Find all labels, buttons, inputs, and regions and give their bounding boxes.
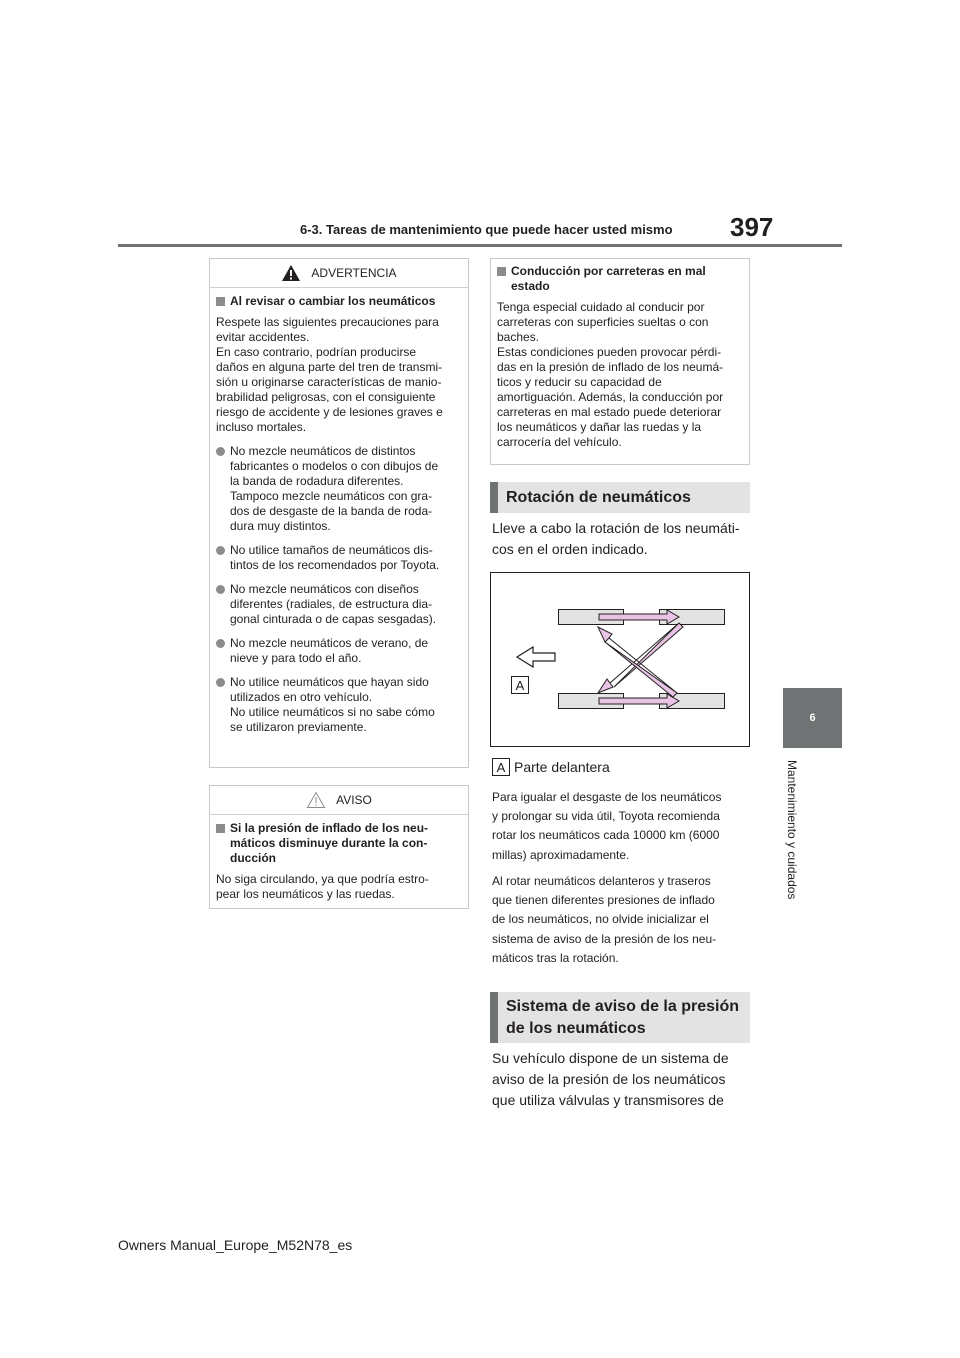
rotation-intro: Lleve a cabo la rotación de los neumáti- cos en el orden indicado. (492, 520, 740, 557)
rotation-heading: Rotación de neumáticos (490, 482, 750, 513)
warning-triangle-icon (281, 264, 301, 282)
road-subheading: Conducción por carreteras en mal estado (497, 264, 743, 294)
round-bullet-icon (216, 678, 225, 687)
round-bullet-icon (216, 639, 225, 648)
section-title: 6-3. Tareas de mantenimiento que puede hacer usted mismo (300, 222, 673, 237)
chapter-label (785, 760, 801, 920)
square-bullet-icon (216, 824, 225, 833)
road-text: Tenga especial cuidado al conducir por carreteras con superficies sueltas o con baches. Estas condiciones pueden provocar pérdi- das en la presión de inflado de los neumá- ticos y reducir su capacidad de amortiguación. Además, la conducción por carreteras en mal estado puede deteriorar los neumáticos y dañar las ruedas y la carrocería del vehículo. (497, 300, 724, 449)
chapter-tab-number: 6 (809, 712, 816, 724)
warning-heading: ADVERTENCIA (311, 266, 397, 280)
warning-bullet: No mezcle neumáticos de verano, de nieve y para todo el año. (216, 636, 462, 666)
notice-box (209, 785, 469, 909)
chapter-label-text: Mantenimiento y cuidados (785, 760, 799, 900)
tpws-text: Su vehículo dispone de un sistema de aviso de la presión de los neumáticos que utiliza válvulas y transmisores de (492, 1050, 729, 1108)
tire-rotation-diagram (490, 572, 750, 747)
rotation-note-2: Al rotar neumáticos delanteros y traseros que tienen diferentes presiones de inflado de los neumáticos, no olvide inicializar el sistema de aviso de la presión de los neu- máticos tras la rotación. (492, 874, 717, 965)
notice-subheading: Si la presión de inflado de los neu- máticos disminuye durante la con- ducción (216, 821, 462, 866)
warning-header (210, 259, 468, 288)
warning-intro: Respete las siguientes precauciones para evitar accidentes. En caso contrario, podrían producirse daños en alguna parte del tren de transmi- sión u originarse características de manio- brabilidad peligrosas, con el consiguiente riesgo de accidente y de lesiones graves e incluso mortales. (216, 315, 443, 434)
square-bullet-icon (216, 297, 225, 306)
arrow-front-straight (599, 610, 679, 624)
rotation-arrows (491, 573, 749, 746)
rotation-note-1: Para igualar el desgaste de los neumáticos y prolongar su vida útil, Toyota recomienda rotar los neumáticos cada 10000 km (6000 millas) aproximadamente. (492, 790, 722, 862)
notice-text: No siga circulando, ya que podría estro- pear los neumáticos y las ruedas. (216, 872, 429, 901)
notice-header (210, 786, 468, 815)
page-number: 397 (730, 212, 774, 242)
legend-text: Parte delantera (514, 759, 610, 775)
warning-bullet: No mezcle neumáticos de distintos fabricantes o modelos o con dibujos de la banda de rodadura diferentes. Tampoco mezcle neumáticos con gra- dos de desgaste de la banda de roda- dura muy distintos. (216, 444, 462, 534)
diagram-legend (492, 758, 610, 776)
warning-bullet: No utilice tamaños de neumáticos dis- tintos de los recomendados por Toyota. (216, 543, 462, 573)
warning-box (209, 258, 469, 768)
diagram-label-a: A (511, 676, 529, 694)
notice-heading: AVISO (336, 793, 372, 807)
arrow-rear-straight (599, 694, 679, 708)
caution-outline-icon (306, 791, 326, 809)
round-bullet-icon (216, 546, 225, 555)
road-conditions-box (490, 258, 750, 465)
tpws-heading: Sistema de aviso de la presión de los neumáticos (490, 992, 750, 1043)
legend-label-a: A (492, 758, 510, 776)
chapter-tab (783, 688, 842, 748)
round-bullet-icon (216, 585, 225, 594)
warning-bullet: No mezcle neumáticos con diseños diferentes (radiales, de estructura dia- gonal cinturada o de capas sesgadas). (216, 582, 462, 627)
document-name: Owners Manual_Europe_M52N78_es (118, 1237, 353, 1253)
square-bullet-icon (497, 267, 506, 276)
warning-subheading: Al revisar o cambiar los neumáticos (216, 294, 462, 309)
round-bullet-icon (216, 447, 225, 456)
warning-bullet: No utilice neumáticos que hayan sido utilizados en otro vehículo. No utilice neumáticos si no sabe cómo se utilizaron previamente. (216, 675, 462, 735)
front-direction-arrow-icon (517, 647, 555, 667)
header-rule (118, 244, 842, 247)
